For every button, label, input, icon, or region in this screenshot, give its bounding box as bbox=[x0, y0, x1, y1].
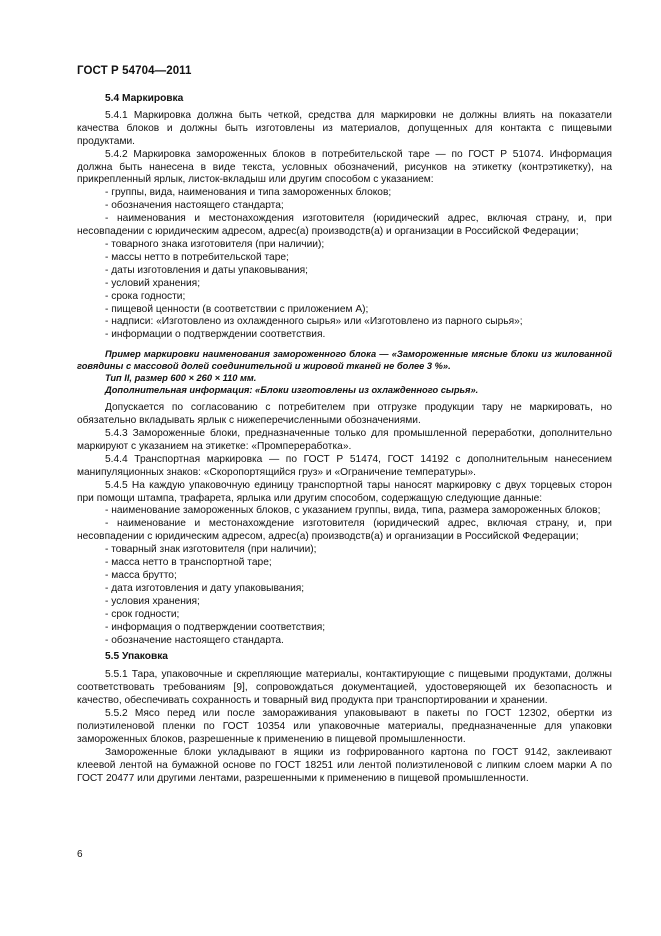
list-item: - срок годности; bbox=[105, 608, 180, 620]
example-name: Пример маркировки наименования замороженного блока — «Замороженные мясные блоки из жилованной говядины с массовой долей соединительной и жировой тканей не более 3 %». bbox=[77, 349, 612, 372]
list-item: - масса брутто; bbox=[105, 570, 177, 581]
list-item: - срока годности; bbox=[105, 290, 186, 302]
list-item: - даты изготовления и даты упаковывания; bbox=[105, 264, 308, 276]
section-5-5-title: 5.5 Упаковка bbox=[105, 651, 168, 663]
list-item: - пищевой ценности (в соответствии с приложением А); bbox=[105, 303, 369, 315]
list-item: - наименования и местонахождения изготовителя (юридический адрес, включая страну, и, при несовпадении с юридическим адресом, адрес(а) производств(а) и организации в Российской Федерации; bbox=[77, 213, 612, 238]
paragraph-5-5-1: 5.5.1 Тара, упаковочные и скрепляющие материалы, контактирующие с пищевыми продуктами, должны соответствовать требованиям [9], сопровождаться документацией, удостоверяющей их безопасность и качество, обеспечивать сохранность и товарный вид продукта при транспортировании и хранении. bbox=[77, 669, 612, 707]
consumer-marking-list bbox=[77, 187, 612, 342]
list-item: - наименование замороженных блоков, с указанием группы, вида, типа, размера замороженных блоков; bbox=[105, 505, 601, 517]
list-item: - информация о подтверждении соответствия; bbox=[105, 621, 326, 633]
paragraph-boxes: Замороженные блоки укладывают в ящики из гофрированного картона по ГОСТ 9142, заклеивают клеевой лентой на бумажной основе по ГОСТ 18251 или лентой полиэтиленовой с липким слоем марки А по ГОСТ 20477 или другими лентами, разрешенными к применению в пищевой промышленности. bbox=[77, 746, 612, 784]
section-5-4-title: 5.4 Маркировка bbox=[105, 93, 184, 104]
paragraph-agreement: Допускается по согласованию с потребителем при отгрузке продукции тару не маркировать, но обязательно вкладывать ярлык с нижеперечисленными обозначениями. bbox=[77, 402, 612, 427]
paragraph-5-4-2: 5.4.2 Маркировка замороженных блоков в потребительской таре — по ГОСТ Р 51074. Информация должна быть нанесена в виде текста, условных обозначений, рисунков на этикетку (контрэтикетку), на прикрепленный ярлык, листок-вкладыш или другим способом с указанием: bbox=[77, 148, 612, 186]
paragraph-5-4-3: 5.4.3 Замороженные блоки, предназначенные только для промышленной переработки, дополнительно маркируют с указанием на этикетке: «Промпереработка». bbox=[77, 428, 612, 452]
document-header: ГОСТ Р 54704—2011 bbox=[77, 65, 192, 77]
list-item: - дата изготовления и дату упаковывания; bbox=[105, 582, 305, 594]
example-extra-info: Дополнительная информация: «Блоки изготовлены из охлажденного сырья». bbox=[105, 385, 479, 396]
paragraph-5-5-2: 5.5.2 Мясо перед или после замораживания упаковывают в пакеты по ГОСТ 12302, обертки из полиэтиленовой пленки по ГОСТ 10354 или упаковочные материалы, предназначенные для упаковки замороженных блоков, разрешенные к применению в пищевой промышленности. bbox=[77, 708, 612, 745]
paragraph-5-4-1: 5.4.1 Маркировка должна быть четкой, средства для маркировки не должны влиять на показатели качества блоков и должны быть изготовлены из материалов, допущенных для контакта с пищевыми продуктами. bbox=[77, 109, 612, 147]
document-body bbox=[77, 93, 612, 786]
list-item: - надписи: «Изготовлено из охлажденного сырья» или «Изготовлено из парного сырья»; bbox=[105, 316, 523, 328]
list-item: - наименование и местонахождение изготовителя (юридический адрес, включая страну, и, при несовпадении с юридическим адресом, адрес(а) производств(а) и организации в Российской Федерации; bbox=[77, 518, 612, 543]
list-item: - группы, вида, наименования и типа замороженных блоков; bbox=[105, 187, 392, 199]
page-number: 6 bbox=[77, 849, 83, 860]
example-type: Тип II, размер 600 × 260 × 110 мм. bbox=[105, 373, 257, 384]
list-item: - товарный знак изготовителя (при наличии); bbox=[105, 544, 317, 556]
list-item: - информации о подтверждении соответствия. bbox=[105, 329, 326, 341]
paragraph-5-4-5: 5.4.5 На каждую упаковочную единицу транспортной тары наносят маркировку с двух торцевых сторон при помощи штампа, трафарета, ярлыка или другим способом, содержащую следующие данные: bbox=[77, 479, 612, 504]
list-item: - масса нетто в транспортной таре; bbox=[105, 557, 272, 569]
list-item: - условия хранения; bbox=[105, 595, 200, 607]
list-item: - товарного знака изготовителя (при наличии); bbox=[105, 238, 325, 250]
transport-marking-list bbox=[77, 505, 612, 647]
list-item: - условий хранения; bbox=[105, 277, 201, 289]
paragraph-5-4-4: 5.4.4 Транспортная маркировка — по ГОСТ Р 51474, ГОСТ 14192 с дополнительным нанесением манипуляционных знаков: «Скоропортящийся груз» и «Ограничение температуры». bbox=[77, 453, 612, 478]
list-item: - обозначение настоящего стандарта. bbox=[105, 634, 284, 646]
list-item: - обозначения настоящего стандарта; bbox=[105, 200, 284, 212]
list-item: - массы нетто в потребительской таре; bbox=[105, 251, 289, 263]
